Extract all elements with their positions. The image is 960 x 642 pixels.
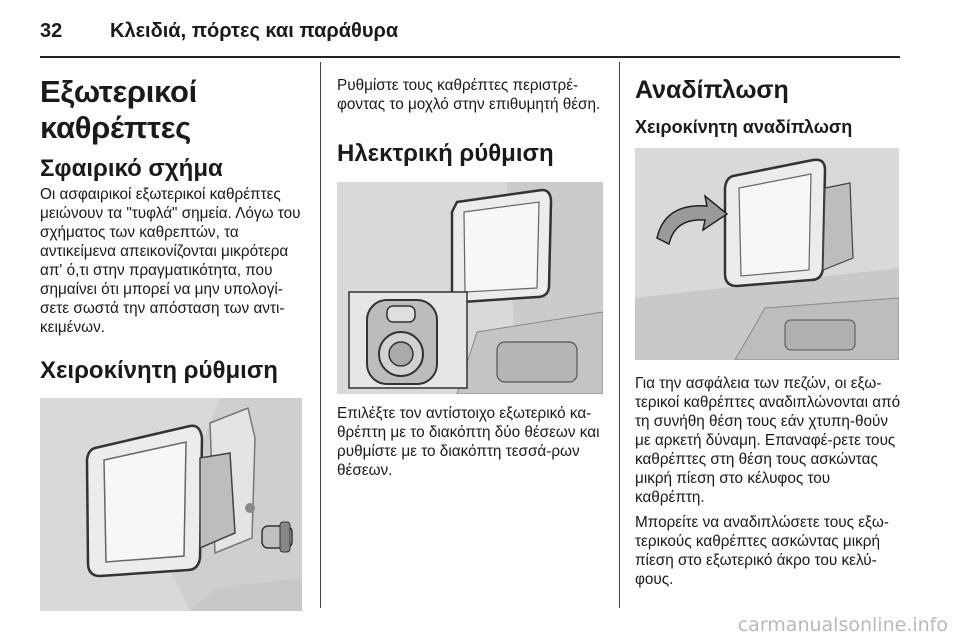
chapter-title: Κλειδιά, πόρτες και παράθυρα <box>110 20 399 42</box>
mirror-manual-illustration <box>40 398 302 611</box>
header-rule <box>40 56 900 58</box>
column-right <box>635 62 901 589</box>
paragraph-convex: Οι ασφαιρικοί εξωτερικοί καθρέπτες μειώνουν τα "τυφλά" σημεία. Λόγω του σχήματος των καθρεπτών, τα αντικείμενα απεικονίζονται μικρότερα απ' ό,τι στην πραγματικότητα, που σημαίνει ότι μπορεί να μην υπολογί-σετε σωστά την απόσταση των αντι-κειμένων. <box>40 185 301 336</box>
subheading-convex: Σφαιρικό σχήμα <box>40 155 223 183</box>
column-left <box>40 62 302 611</box>
watermark: carmanualsonline.info <box>737 614 948 636</box>
mirror-folding-illustration <box>635 148 899 360</box>
column-middle <box>337 62 605 480</box>
column-divider-2 <box>619 62 620 608</box>
subheading-manual-adjust: Χειροκίνητη ρύθμιση <box>40 356 278 384</box>
paragraph-folding-2: Μπορείτε να αναδιπλώσετε τους εξω-τερικούς καθρέπτες ασκώντας μικρή πίεση στο εξωτερικό άκρο του κελύ-φους. <box>635 514 889 589</box>
paragraph-manual-adjust: Ρυθμίστε τους καθρέπτες περιστρέ-φοντας το μοχλό στην επιθυμητή θέση. <box>337 77 601 113</box>
section-heading-folding: Αναδίπλωση <box>635 76 789 104</box>
paragraph-electric-adjust: Επιλέξτε τον αντίστοιχο εξωτερικό κα-θρέπτη με το διακόπτη δύο θέσεων και ρυθμίστε με το διακόπτη τεσσά-ρων θέσεων. <box>337 404 600 479</box>
figure-manual-folding <box>635 148 899 360</box>
page-header <box>40 10 910 50</box>
column-divider-1 <box>320 62 321 608</box>
section-heading-mirrors: Εξωτερικοί καθρέπτες <box>40 74 197 145</box>
electric-switch-illustration <box>337 182 603 394</box>
page-number: 32 <box>40 20 63 42</box>
figure-manual-adjust <box>40 398 302 611</box>
paragraph-folding-1: Για την ασφάλεια των πεζών, οι εξω-τερικοί καθρέπτες αναδιπλώνονται από τη συνήθη θέση τους εάν χτυπη-θούν με αρκετή δύναμη. Επαναφέ-ρετε τους καθρέπτες στη θέση τους ασκώντας μικρή πίεση στο κέλυφος του καθρέπτη. <box>635 375 901 507</box>
figure-electric-adjust <box>337 182 603 394</box>
subheading-electric-adjust: Ηλεκτρική ρύθμιση <box>337 140 554 167</box>
subheading-manual-folding: Χειροκίνητη αναδίπλωση <box>635 116 853 137</box>
